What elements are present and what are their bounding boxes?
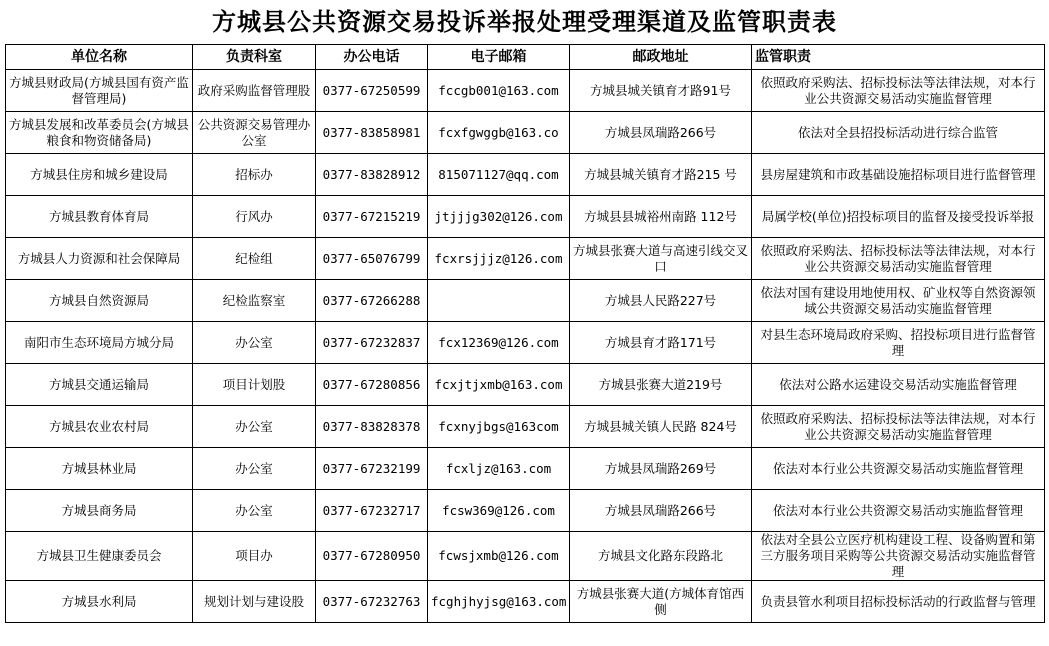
duty-cell: 依照政府采购法、招标投标法等法律法规，对本行业公共资源交易活动实施监督管理 bbox=[752, 70, 1045, 112]
header-unit: 单位名称 bbox=[6, 45, 193, 70]
phone-cell: 0377-67232837 bbox=[316, 322, 428, 364]
email-cell: 815071127@qq.com bbox=[428, 154, 570, 196]
table-row bbox=[6, 532, 1045, 581]
email-cell: fccgb001@163.com bbox=[428, 70, 570, 112]
header-dept: 负责科室 bbox=[193, 45, 316, 70]
duty-cell: 县房屋建筑和市政基础设施招标项目进行监督管理 bbox=[752, 154, 1045, 196]
email-cell: fcxnyjbgs@163com bbox=[428, 406, 570, 448]
phone-cell: 0377-67250599 bbox=[316, 70, 428, 112]
page-title: 方城县公共资源交易投诉举报处理受理渠道及监管职责表 bbox=[212, 7, 837, 36]
email-cell: fcx12369@126.com bbox=[428, 322, 570, 364]
phone-cell: 0377-67232717 bbox=[316, 490, 428, 532]
table-row bbox=[6, 238, 1045, 280]
email-cell: fcxjtjxmb@163.com bbox=[428, 364, 570, 406]
duty-cell: 依照政府采购法、招标投标法等法律法规，对本行业公共资源交易活动实施监督管理 bbox=[752, 406, 1045, 448]
email-cell: fcsw369@126.com bbox=[428, 490, 570, 532]
duty-cell: 依照政府采购法、招标投标法等法律法规，对本行业公共资源交易活动实施监督管理 bbox=[752, 238, 1045, 280]
table-row bbox=[6, 406, 1045, 448]
address-cell: 方城县城关镇育才路215 号 bbox=[570, 154, 752, 196]
unit-name-cell: 方城县林业局 bbox=[6, 448, 193, 490]
email-cell: fcghjhyjsg@163.com bbox=[428, 581, 570, 623]
address-cell: 方城县凤瑞路266号 bbox=[570, 112, 752, 154]
unit-name-cell: 方城县交通运输局 bbox=[6, 364, 193, 406]
dept-cell: 项目计划股 bbox=[193, 364, 316, 406]
phone-cell: 0377-67266288 bbox=[316, 280, 428, 322]
unit-name-cell: 方城县卫生健康委员会 bbox=[6, 532, 193, 581]
unit-name-cell: 方城县农业农村局 bbox=[6, 406, 193, 448]
email-cell: fcxrsjjjz@126.com bbox=[428, 238, 570, 280]
unit-name-cell: 方城县人力资源和社会保障局 bbox=[6, 238, 193, 280]
table-row bbox=[6, 70, 1045, 112]
table-row bbox=[6, 196, 1045, 238]
unit-name-cell: 南阳市生态环境局方城分局 bbox=[6, 322, 193, 364]
header-row bbox=[6, 45, 1045, 70]
email-cell: fcxfgwggb@163.co bbox=[428, 112, 570, 154]
unit-name-cell: 方城县自然资源局 bbox=[6, 280, 193, 322]
header-address: 邮政地址 bbox=[570, 45, 752, 70]
table-row bbox=[6, 280, 1045, 322]
address-cell: 方城县城关镇人民路 824号 bbox=[570, 406, 752, 448]
address-cell: 方城县凤瑞路266号 bbox=[570, 490, 752, 532]
address-cell: 方城县县城裕州南路 112号 bbox=[570, 196, 752, 238]
table-row bbox=[6, 322, 1045, 364]
duty-cell: 依法对全县公立医疗机构建设工程、设备购置和第三方服务项目采购等公共资源交易活动实施监督管理 bbox=[752, 532, 1045, 581]
duty-cell: 负责县管水利项目招标投标活动的行政监督与管理 bbox=[752, 581, 1045, 623]
phone-cell: 0377-83828378 bbox=[316, 406, 428, 448]
phone-cell: 0377-67232199 bbox=[316, 448, 428, 490]
address-cell: 方城县城关镇育才路91号 bbox=[570, 70, 752, 112]
address-cell: 方城县张赛大道(方城体育馆西侧 bbox=[570, 581, 752, 623]
dept-cell: 规划计划与建设股 bbox=[193, 581, 316, 623]
duty-cell: 对县生态环境局政府采购、招投标项目进行监督管理 bbox=[752, 322, 1045, 364]
address-cell: 方城县育才路171号 bbox=[570, 322, 752, 364]
email-cell: fcwsjxmb@126.com bbox=[428, 532, 570, 581]
phone-cell: 0377-67280856 bbox=[316, 364, 428, 406]
dept-cell: 纪检监察室 bbox=[193, 280, 316, 322]
duty-cell: 局属学校(单位)招投标项目的监督及接受投诉举报 bbox=[752, 196, 1045, 238]
unit-name-cell: 方城县教育体育局 bbox=[6, 196, 193, 238]
address-cell: 方城县张赛大道219号 bbox=[570, 364, 752, 406]
phone-cell: 0377-65076799 bbox=[316, 238, 428, 280]
dept-cell: 行风办 bbox=[193, 196, 316, 238]
unit-name-cell: 方城县财政局(方城县国有资产监督管理局) bbox=[6, 70, 193, 112]
address-cell: 方城县张赛大道与高速引线交叉口 bbox=[570, 238, 752, 280]
header-duty: 监管职责 bbox=[752, 45, 1045, 70]
unit-name-cell: 方城县商务局 bbox=[6, 490, 193, 532]
duty-cell: 依法对公路水运建设交易活动实施监督管理 bbox=[752, 364, 1045, 406]
phone-cell: 0377-83858981 bbox=[316, 112, 428, 154]
dept-cell: 办公室 bbox=[193, 406, 316, 448]
phone-cell: 0377-83828912 bbox=[316, 154, 428, 196]
dept-cell: 政府采购监督管理股 bbox=[193, 70, 316, 112]
duty-cell: 依法对国有建设用地使用权、矿业权等自然资源领域公共资源交易活动实施监督管理 bbox=[752, 280, 1045, 322]
dept-cell: 公共资源交易管理办公室 bbox=[193, 112, 316, 154]
address-cell: 方城县文化路东段路北 bbox=[570, 532, 752, 581]
duty-cell: 依法对全县招投标活动进行综合监管 bbox=[752, 112, 1045, 154]
address-cell: 方城县凤瑞路269号 bbox=[570, 448, 752, 490]
unit-name-cell: 方城县水利局 bbox=[6, 581, 193, 623]
table-row bbox=[6, 448, 1045, 490]
dept-cell: 办公室 bbox=[193, 448, 316, 490]
table-row bbox=[6, 581, 1045, 623]
email-cell: fcxljz@163.com bbox=[428, 448, 570, 490]
table-row bbox=[6, 112, 1045, 154]
table-row bbox=[6, 364, 1045, 406]
phone-cell: 0377-67232763 bbox=[316, 581, 428, 623]
dept-cell: 项目办 bbox=[193, 532, 316, 581]
dept-cell: 办公室 bbox=[193, 490, 316, 532]
email-cell bbox=[428, 280, 570, 322]
address-cell: 方城县人民路227号 bbox=[570, 280, 752, 322]
header-phone: 办公电话 bbox=[316, 45, 428, 70]
email-cell: jtjjjg302@126.com bbox=[428, 196, 570, 238]
phone-cell: 0377-67215219 bbox=[316, 196, 428, 238]
table-row bbox=[6, 490, 1045, 532]
phone-cell: 0377-67280950 bbox=[316, 532, 428, 581]
unit-name-cell: 方城县住房和城乡建设局 bbox=[6, 154, 193, 196]
header-email: 电子邮箱 bbox=[428, 45, 570, 70]
dept-cell: 办公室 bbox=[193, 322, 316, 364]
supervision-table bbox=[5, 44, 1045, 623]
dept-cell: 招标办 bbox=[193, 154, 316, 196]
duty-cell: 依法对本行业公共资源交易活动实施监督管理 bbox=[752, 490, 1045, 532]
unit-name-cell: 方城县发展和改革委员会(方城县粮食和物资储备局) bbox=[6, 112, 193, 154]
duty-cell: 依法对本行业公共资源交易活动实施监督管理 bbox=[752, 448, 1045, 490]
dept-cell: 纪检组 bbox=[193, 238, 316, 280]
table-row bbox=[6, 154, 1045, 196]
